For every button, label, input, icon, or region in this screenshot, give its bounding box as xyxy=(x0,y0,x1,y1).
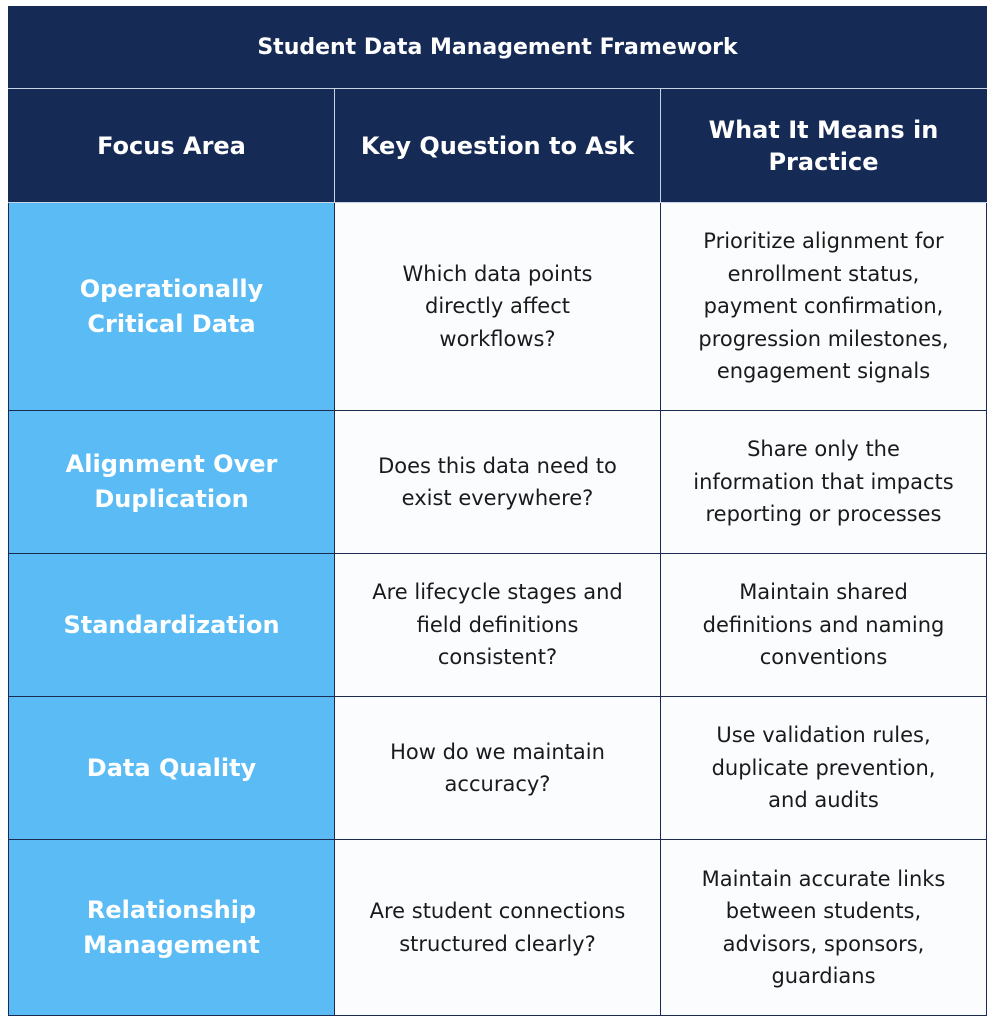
practice-text: Prioritize alignment for enrollment status, payment confirmation, progression milestones, engagement signals xyxy=(698,229,949,384)
focus-area-cell xyxy=(9,554,335,697)
question-text: Which data points directly affect workflows? xyxy=(402,261,593,351)
header-focus-area xyxy=(9,89,335,203)
header-row xyxy=(9,89,987,203)
question-text: How do we maintain accuracy? xyxy=(390,739,605,796)
header-practice-label: What It Means in Practice xyxy=(708,115,939,176)
question-cell xyxy=(335,554,661,697)
question-cell xyxy=(335,840,661,1016)
focus-area-label: Relationship Management xyxy=(83,895,260,959)
practice-text: Use validation rules, duplicate prevention, and audits xyxy=(711,723,936,813)
practice-cell xyxy=(661,411,987,554)
focus-area-cell xyxy=(9,840,335,1016)
table-row xyxy=(9,411,987,554)
focus-area-cell xyxy=(9,697,335,840)
focus-area-label: Standardization xyxy=(63,610,280,639)
framework-table xyxy=(8,6,987,1016)
focus-area-label: Data Quality xyxy=(86,753,257,782)
question-text: Does this data need to exist everywhere? xyxy=(378,453,617,510)
practice-text: Maintain accurate links between students, advisors, sponsors, guardians xyxy=(701,866,946,988)
question-cell xyxy=(335,411,661,554)
practice-cell xyxy=(661,697,987,840)
table-row xyxy=(9,203,987,411)
focus-area-cell xyxy=(9,203,335,411)
focus-area-label: Operationally Critical Data xyxy=(79,274,264,338)
practice-text: Share only the information that impacts reporting or processes xyxy=(693,437,954,527)
header-focus-area-label: Focus Area xyxy=(97,131,246,160)
question-text: Are lifecycle stages and field definitions consistent? xyxy=(372,580,623,670)
title-row xyxy=(9,7,987,89)
table-row xyxy=(9,840,987,1016)
table-row xyxy=(9,697,987,840)
header-practice xyxy=(661,89,987,203)
table-title: Student Data Management Framework xyxy=(9,7,987,89)
practice-text: Maintain shared definitions and naming conventions xyxy=(702,580,945,670)
table-row xyxy=(9,554,987,697)
header-key-question-label: Key Question to Ask xyxy=(360,131,635,160)
question-text: Are student connections structured clearly? xyxy=(369,899,626,956)
focus-area-label: Alignment Over Duplication xyxy=(65,450,278,513)
practice-cell xyxy=(661,203,987,411)
focus-area-cell xyxy=(9,411,335,554)
framework-table-container xyxy=(8,6,986,1016)
practice-cell xyxy=(661,554,987,697)
practice-cell xyxy=(661,840,987,1016)
question-cell xyxy=(335,203,661,411)
question-cell xyxy=(335,697,661,840)
header-key-question xyxy=(335,89,661,203)
